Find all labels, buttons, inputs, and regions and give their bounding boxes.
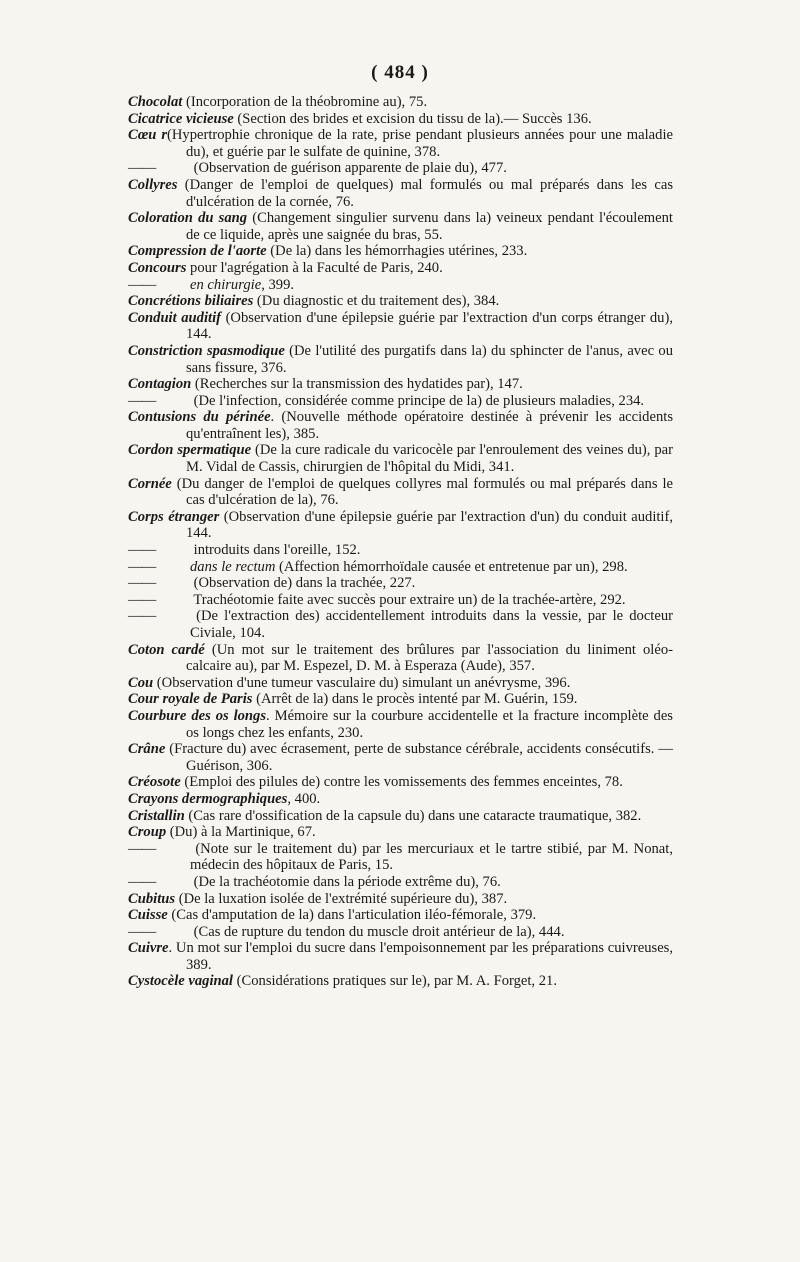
entry-dash: —— [128,160,156,177]
entry-text: (Cas de rupture du tendon du muscle droit antérieur de la), 444. [190,923,565,940]
entry-text: (Du danger de l'emploi de quelques collyres mal formulés ou mal préparés dans le cas d'ulcération de la), 76. [171,475,673,509]
entry-heading: Cristallin [128,807,185,824]
entry-text: (Du) à la Martinique, 67. [166,824,316,841]
index-entry [128,160,673,177]
index-entry [128,874,673,891]
entry-text: (Observation de guérison apparente de plaie du), 477. [190,160,507,177]
entry-heading: Coloration du sang [128,210,248,227]
entry-dash: —— [128,542,156,559]
entry-text: (Incorporation de la théobromine au), 75. [182,94,428,110]
page-number: ( 484 ) [371,62,429,83]
entry-heading: Collyres [128,176,178,193]
index-entry [128,774,673,791]
entry-text: (Cas d'amputation de la) dans l'articulation iléo-fémorale, 379. [167,907,537,924]
index-entry [128,924,673,941]
index-entry [128,243,673,260]
entry-text: (Note sur le traitement du) par les mercuriaux et le tartre stibié, par M. Nonat, médecin des hôpitaux de Paris, 15. [190,840,673,874]
index-entry [128,476,673,509]
entry-text: (De l'extraction des) accidentellement introduits dans la vessie, par le docteur Civiale, 104. [190,608,673,641]
entry-text: (Observation d'une tumeur vasculaire du) simulant un anévrysme, 396. [153,674,571,691]
entry-dash: —— [128,608,156,625]
entry-text: (Affection hémorrhoïdale causée et entretenue par un), 298. [275,558,628,575]
entry-dash: —— [128,873,156,890]
entry-text: (Fracture du) avec écrasement, perte de substance cérébrale, accidents consécutifs. — Guérison, 306. [165,741,673,774]
index-entry [128,509,673,542]
index-entry [128,542,673,559]
entry-text: (De l'infection, considérée comme principe de la) de plusieurs maladies, 234. [190,392,645,409]
entry-text: (Section des brides et excision du tissu de la).— Succès 136. [233,110,592,127]
index-entry [128,741,673,774]
index-entry [128,376,673,393]
entry-text: . Un mot sur l'emploi du sucre dans l'empoisonnement par les préparations cuivreuses, 389. [168,940,673,973]
entry-text: (De la cure radicale du varicocèle par l'enroulement des veines du), par M. Vidal de Cassis, chirurgien de l'hôpital du Midi, 341. [186,442,673,476]
entry-dash: —— [128,591,156,608]
index-entry [128,973,673,990]
entry-heading: Cystocèle vaginal [128,973,233,990]
index-entry [128,343,673,376]
entry-text: , 400. [287,790,321,807]
entry-heading: Chocolat [128,94,183,110]
index-entry [128,111,673,128]
entry-text: (De la luxation isolée de l'extrémité supérieure du), 387. [175,890,508,907]
index-entry [128,592,673,609]
index-entry [128,708,673,741]
index-entry [128,393,673,410]
entry-text: (Arrêt de la) dans le procès intenté par M. Guérin, 159. [252,691,578,708]
entry-text: (Changement singulier survenu dans la) veineux pendant l'écoulement de ce liquide, après une saignée du bras, 55. [186,210,673,243]
entry-dash: —— [128,392,156,409]
entry-dash: —— [128,276,156,293]
index-entry [128,277,673,294]
entry-text: (Cas rare d'ossification de la capsule du) dans une cataracte traumatique, 382. [184,807,642,824]
entry-text: (Danger de l'emploi de quelques) mal formulés ou mal préparés dans les cas d'ulcération de la cornée, 76. [177,176,673,210]
index-entry [128,907,673,924]
index-entry [128,824,673,841]
entry-heading: Cour royale de Paris [128,691,253,708]
index-entry [128,293,673,310]
entry-heading: Cicatrice vicieuse [128,110,234,127]
entry-subheading: en chirurgie [190,276,262,293]
index-entry [128,127,673,160]
index-entry [128,409,673,442]
entry-text: pour l'agrégation à la Faculté de Paris, 240. [186,259,443,276]
index-entry [128,442,673,475]
entry-subheading: dans le rectum [190,558,276,575]
entry-heading: Cordon spermatique [128,442,252,459]
entry-text: (De la trachéotomie dans la période extrême du), 76. [190,873,501,890]
index-entry [128,791,673,808]
entry-heading: Corps étranger [128,508,220,525]
index-entry [128,575,673,592]
entry-text: (Hypertrophie chronique de la rate, prise pendant plusieurs années pour une maladie du), et guérie par le sulfate de quinine, 378. [167,127,673,160]
entry-heading: Cœu r [128,127,167,144]
entry-text: (Emploi des pilules de) contre les vomissements des femmes enceintes, 78. [180,774,623,791]
entry-text: (Recherches sur la transmission des hydatides par), 147. [191,376,523,393]
entry-text: . (Nouvelle méthode opératoire destinée à prévenir les accidents qu'entraînent les), 385. [186,409,673,442]
index-entry [128,210,673,243]
index-entry [128,94,673,111]
entry-text: (Un mot sur le traitement des brûlures par l'association du liniment oléo-calcaire au), par M. Espezel, D. M. à Esperaza (Aude), 357. [186,641,673,675]
entry-text: (Observation de) dans la trachée, 227. [190,575,416,592]
entry-text: , 399. [261,276,295,293]
index-entry [128,841,673,874]
entry-heading: Coton cardé [128,641,205,658]
entry-dash: —— [128,575,156,592]
entry-text: (De la) dans les hémorrhagies utérines, 233. [266,243,528,260]
entry-dash: —— [128,923,156,940]
entry-heading: Cou [128,674,154,691]
index-entry [128,940,673,973]
entry-heading: Croup [128,824,167,841]
entry-text: (Considérations pratiques sur le), par M. A. Forget, 21. [232,973,557,990]
entry-heading: Crâne [128,741,166,758]
entry-heading: Contusions du périnée [128,409,271,426]
index-list [128,94,673,990]
entry-text: (Observation d'une épilepsie guérie par l'extraction d'un) du conduit auditif, 144. [186,508,673,542]
entry-text: . Mémoire sur la courbure accidentelle et la fracture incomplète des os longs chez les enfants, 230. [186,707,673,741]
entry-heading: Créosote [128,774,181,791]
entry-heading: Courbure des os longs [128,707,267,724]
entry-heading: Cuivre [128,940,169,957]
entry-heading: Constriction spasmodique [128,342,285,359]
index-entry [128,642,673,675]
entry-heading: Concours [128,259,187,276]
entry-text: (De l'utilité des purgatifs dans la) du sphincter de l'anus, avec ou sans fissure, 376. [186,342,673,376]
entry-text: (Observation d'une épilepsie guérie par l'extraction d'un corps étranger du), 144. [186,309,673,343]
index-entry [128,310,673,343]
index-entry [128,808,673,825]
entry-heading: Compression de l'aorte [128,243,267,260]
entry-heading: Contagion [128,376,192,393]
index-entry [128,559,673,576]
index-entry [128,691,673,708]
entry-heading: Cornée [128,475,172,492]
index-entry [128,177,673,210]
entry-heading: Cuisse [128,907,168,924]
index-entry [128,891,673,908]
index-entry [128,675,673,692]
entry-heading: Conduit auditif [128,309,221,326]
entry-heading: Concrétions biliaires [128,293,254,310]
entry-text: (Du diagnostic et du traitement des), 384. [253,293,500,310]
entry-text: Trachéotomie faite avec succès pour extraire un) de la trachée-artère, 292. [190,591,626,608]
index-entry [128,608,673,641]
entry-text: introduits dans l'oreille, 152. [190,542,361,559]
entry-dash: —— [128,558,156,575]
index-entry [128,260,673,277]
entry-heading: Crayons dermographiques [128,790,288,807]
entry-heading: Cubitus [128,890,176,907]
entry-dash: —— [128,840,156,857]
